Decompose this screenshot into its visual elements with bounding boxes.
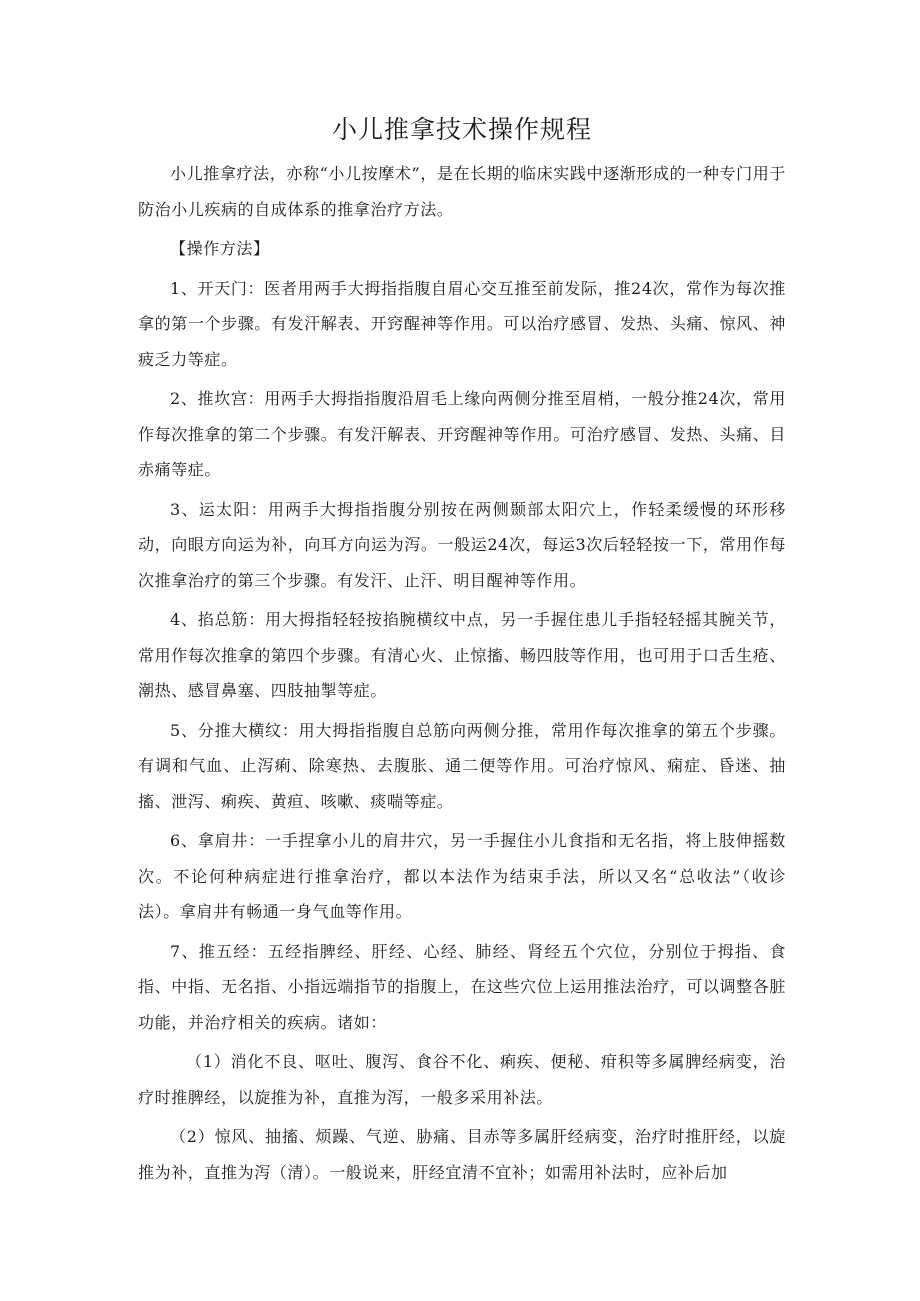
document-title: 小儿推拿技术操作规程: [331, 115, 592, 144]
sub-item-1-paragraph: （1）消化不良、呕吐、腹泻、食谷不化、痢疾、便秘、疳积等多属脾经病变，治疗时推脾经，以旋推为补，直推为泻，一般多采用补法。: [138, 1052, 786, 1107]
document-page: [138, 110, 786, 1194]
intro-paragraph: 小儿推拿疗法，亦称“小儿按摩术”，是在长期的临床实践中逐渐形成的一种专门用于防治小儿疾病的自成体系的推拿治疗方法。: [138, 164, 786, 219]
section-heading: 【操作方法】: [170, 239, 270, 258]
step-2-paragraph: 2、推坎宫：用两手大拇指指腹沿眉毛上缘向两侧分推至眉梢，一般分推24次，常用作每次推拿的第二个步骤。有发汗解表、开窍醒神等作用。可治疗感冒、发热、头痛、目赤痛等症。: [138, 389, 786, 479]
step-3-paragraph: 3、运太阳：用两手大拇指指腹分别按在两侧颞部太阳穴上，作轻柔缓慢的环形移动，向眼方向运为补，向耳方向运为泻。一般运24次，每运3次后轻轻按一下，常用作每次推拿治疗的第三个步骤。有发汗、止汗、明目醒神等作用。: [138, 499, 786, 590]
step-4-paragraph: 4、掐总筋：用大拇指轻轻按掐腕横纹中点，另一手握住患儿手指轻轻摇其腕关节，常用作每次推拿的第四个步骤。有清心火、止惊搐、畅四肢等作用，也可用于口舌生疮、潮热、感冒鼻塞、四肢抽掣等症。: [138, 610, 786, 700]
sub-item-2-paragraph: （2）惊风、抽搐、烦躁、气逆、胁痛、目赤等多属肝经病变，治疗时推肝经，以旋推为补，直推为泻（清）。一般说来，肝经宜清不宜补；如需用补法时，应补后加: [138, 1127, 786, 1182]
step-5-paragraph: 5、分推大横纹：用大拇指指腹自总筋向两侧分推，常用作每次推拿的第五个步骤。有调和气血、止泻痢、除寒热、去腹胀、通二便等作用。可治疗惊风、痫症、昏迷、抽搐、泄泻、痢疾、黄疸、咳嗽、痰喘等症。: [138, 720, 786, 811]
step-7-paragraph: 7、推五经：五经指脾经、肝经、心经、肺经、肾经五个穴位，分别位于拇指、食指、中指、无名指、小指远端指节的指腹上，在这些穴位上运用推法治疗，可以调整各脏功能，并治疗相关的疾病。诸如：: [138, 941, 786, 1032]
step-1-paragraph: 1、开天门：医者用两手大拇指指腹自眉心交互推至前发际，推24次，常作为每次推拿的第一个步骤。有发汗解表、开窍醒神等作用。可以治疗感冒、发热、头痛、惊风、神疲乏力等症。: [138, 278, 786, 369]
step-6-paragraph: 6、拿肩井：一手捏拿小儿的肩井穴，另一手握住小儿食指和无名指，将上肢伸摇数次。不论何种病症进行推拿治疗，都以本法作为结束手法，所以又名“总收法”（收诊法）。拿肩井有畅通一身气血等作用。: [138, 831, 786, 921]
